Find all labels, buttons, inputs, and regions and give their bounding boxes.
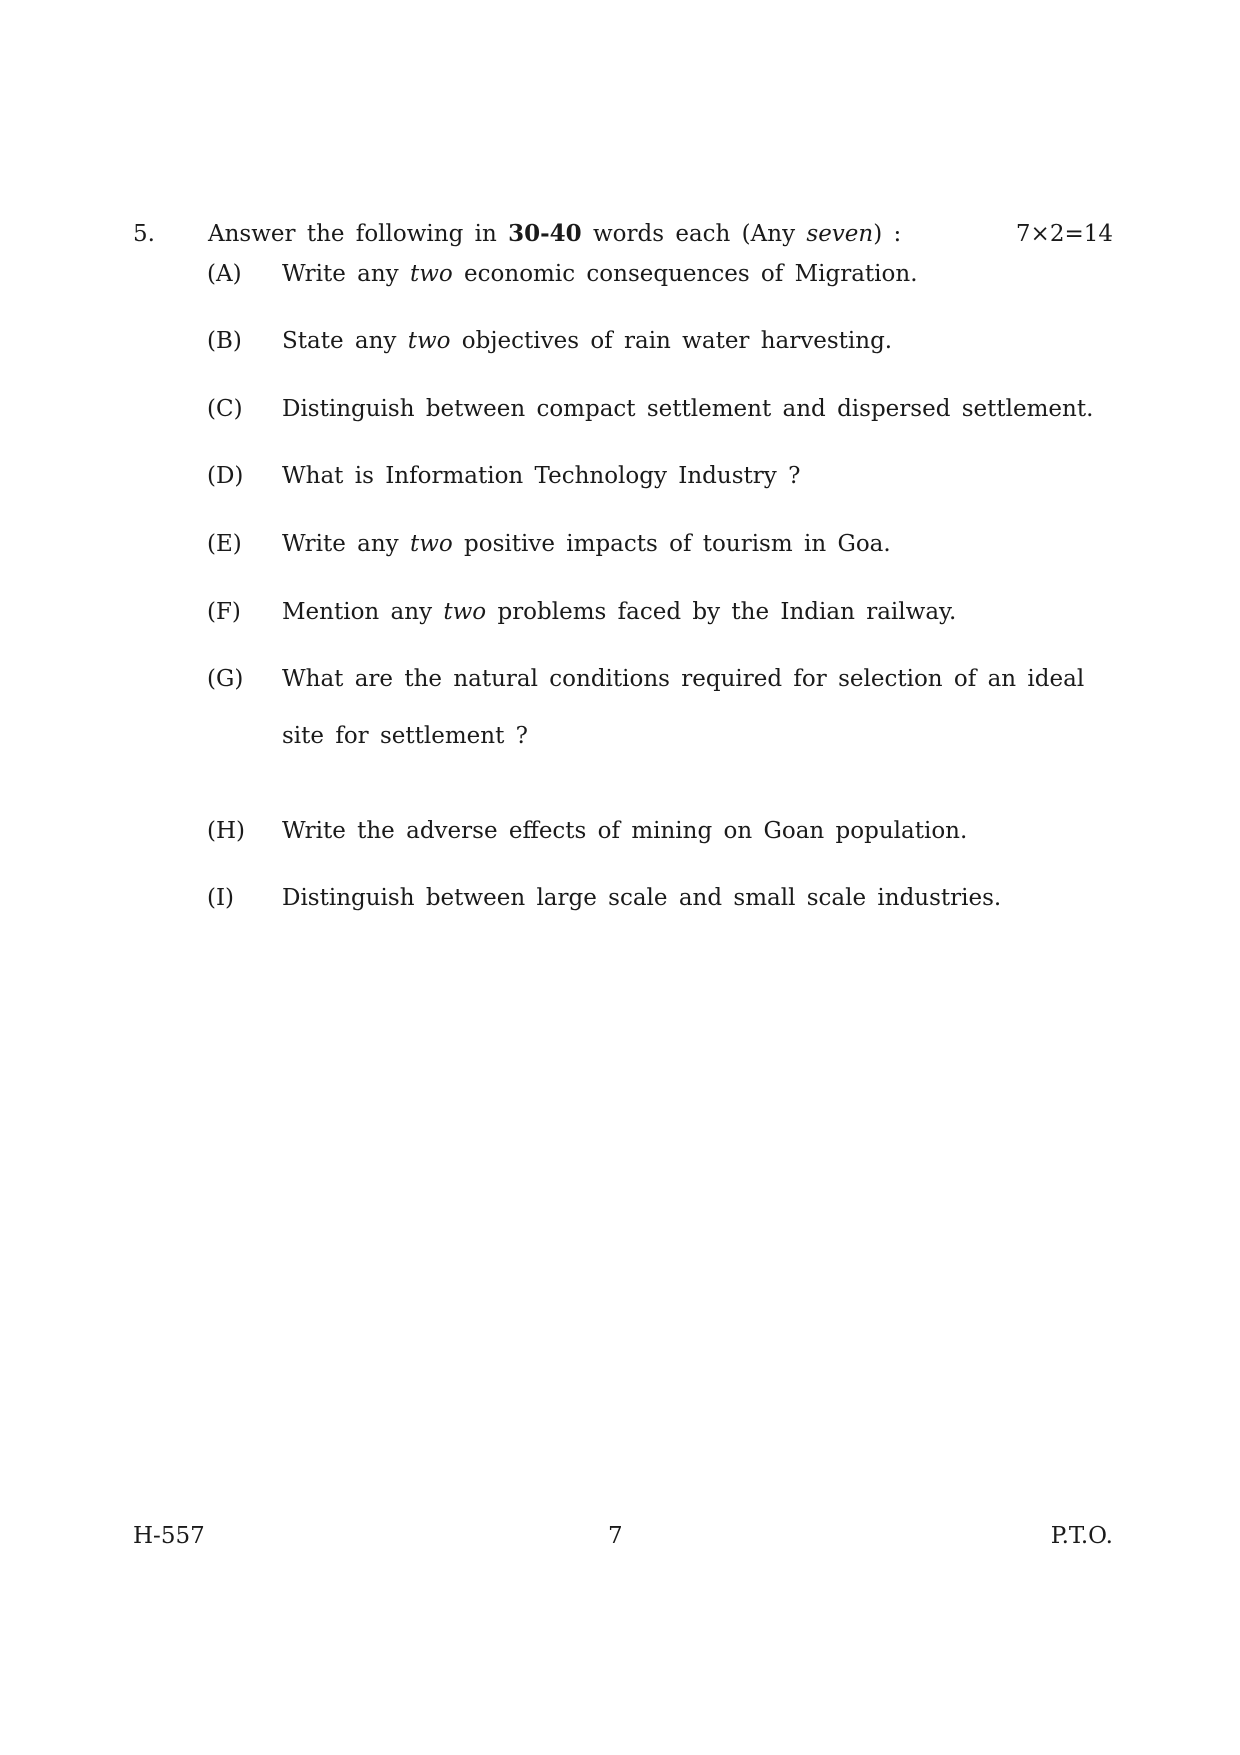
sub-question-label: (A) bbox=[207, 261, 242, 287]
sub-question-text: Write any two positive impacts of tourism in Goa. bbox=[282, 531, 891, 557]
sub-question-text: What are the natural conditions required for selection of an ideal site for settlement ? bbox=[282, 666, 1085, 749]
question-marks: 7×2=14 bbox=[1015, 221, 1113, 247]
paper-code: H-557 bbox=[133, 1523, 205, 1549]
sub-question-label: (H) bbox=[207, 818, 246, 844]
sub-question-label: (C) bbox=[207, 396, 243, 422]
sub-question-label: (D) bbox=[207, 463, 244, 489]
sub-question-label: (G) bbox=[207, 666, 244, 692]
sub-question-text: Distinguish between compact settlement and dispersed settlement. bbox=[282, 396, 1094, 422]
question-number: 5. bbox=[133, 221, 155, 247]
sub-question-text: Write the adverse effects of mining on Goan population. bbox=[282, 818, 968, 844]
instruction-middle: words each (Any bbox=[581, 221, 807, 247]
instruction-word-count: 30-40 bbox=[508, 220, 582, 247]
sub-question-text: Mention any two problems faced by the Indian railway. bbox=[282, 599, 957, 625]
sub-question-text: State any two objectives of rain water harvesting. bbox=[282, 328, 893, 354]
sub-question-text: What is Information Technology Industry ? bbox=[282, 463, 801, 489]
sub-question-label: (B) bbox=[207, 328, 242, 354]
sub-question-label: (E) bbox=[207, 531, 242, 557]
page-number: 7 bbox=[608, 1523, 623, 1549]
sub-question-text: Write any two economic consequences of Migration. bbox=[282, 261, 918, 287]
please-turn-over: P.T.O. bbox=[1050, 1523, 1113, 1549]
sub-question-label: (F) bbox=[207, 599, 241, 625]
sub-question-label: (I) bbox=[207, 885, 235, 911]
page-footer bbox=[133, 1516, 1113, 1556]
sub-question-text: Distinguish between large scale and small scale industries. bbox=[282, 885, 1002, 911]
instruction-prefix: Answer the following in bbox=[208, 221, 509, 247]
instruction-suffix: ) : bbox=[873, 221, 902, 247]
instruction-choice-count: seven bbox=[806, 221, 874, 247]
